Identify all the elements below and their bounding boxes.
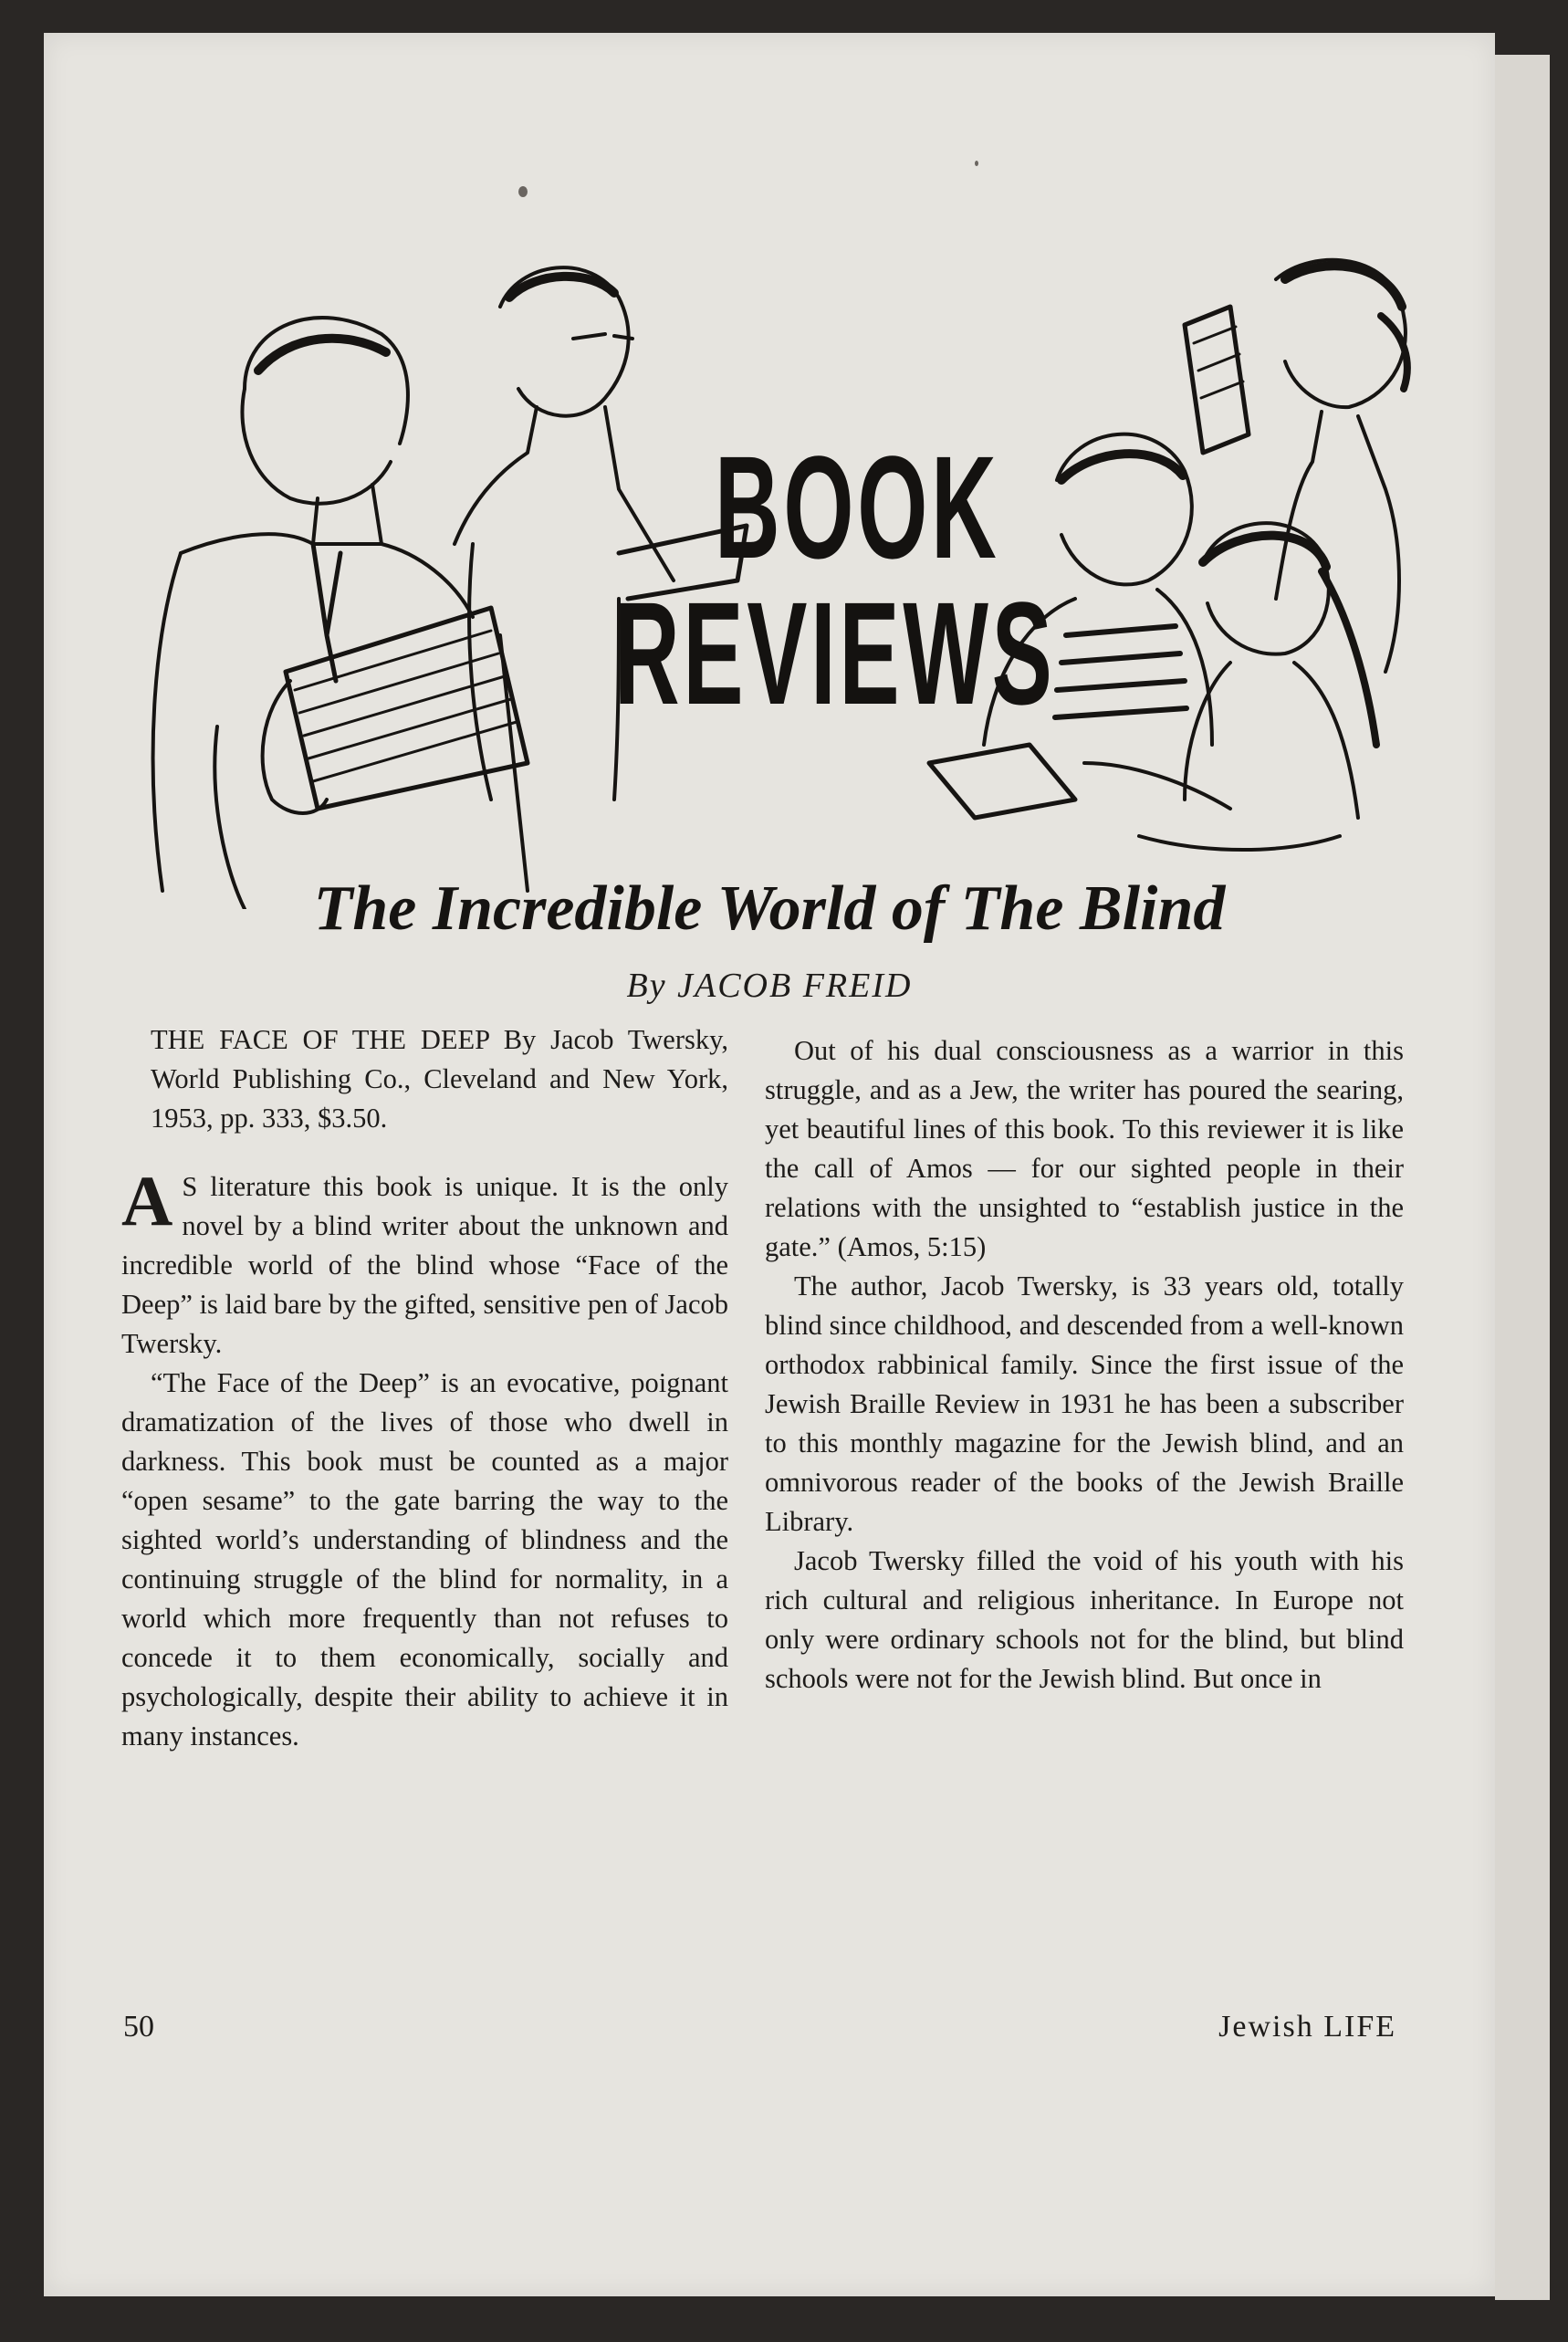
paper-speck: [975, 161, 978, 166]
page-number: 50: [123, 2010, 154, 2044]
paragraph-text: S literature this book is unique. It is the only novel by a blind writer about the unknown and incredible world of the blind whose “Face of the Deep” is laid bare by the gifted, sensitive pen of Jacob Twersky.: [121, 1171, 728, 1359]
paragraph: The author, Jacob Twersky, is 33 years old, totally blind since childhood, and descended from a well-known orthodox rabbinical family. Since the first issue of the Jewish Braille Review in 1931 he has been a subscriber to this monthly magazine for the Jewish blind, and an omnivorous reader of the books of the Jewish Braille Library.: [765, 1270, 1404, 1537]
paragraph: “The Face of the Deep” is an evocative, poignant dramatization of the lives of those who dwell in darkness. This book must be counted as a major “open sesame” to the gate barring the way to the sighted world’s understanding of blindness and the continuing struggle of the blind for normality, in a world which more frequently than not refuses to concede it to them economically, socially and psychologically, despite their ability to achieve it in many instances.: [121, 1367, 728, 1751]
article-title: The Incredible World of The Blind: [313, 873, 1226, 944]
paragraph: [121, 1161, 728, 1364]
header-word-reviews: REVIEWS: [614, 571, 1056, 735]
woman-reading-illustration: [1185, 260, 1407, 672]
drop-cap: A: [121, 1161, 173, 1240]
header-word-book: BOOK: [715, 425, 1000, 589]
article-byline: By JACOB FREID: [626, 967, 913, 1005]
right-column: [765, 1031, 1404, 1699]
adjacent-page-edge: [1495, 55, 1550, 2300]
magazine-page: [44, 33, 1495, 2296]
paragraph: Out of his dual consciousness as a warrior in this struggle, and as a Jew, the writer has poured the searing, yet beautiful lines of this book. To this reviewer it is like the call of Amos — for our sighted people in their relations with the unsighted to “establish justice in the gate.” (Amos, 5:15): [765, 1035, 1404, 1262]
paragraph: Jacob Twersky filled the void of his youth with his rich cultural and religious inheritance. In Europe not only were ordinary schools not for the blind, but blind schools were not for the Jewish blind. But once in: [765, 1545, 1404, 1694]
magazine-name: Jewish LIFE: [1218, 2010, 1396, 2044]
left-column: [121, 1020, 728, 1756]
paper-speck: [518, 186, 528, 197]
man-reading-illustration: [153, 318, 528, 909]
book-citation: THE FACE OF THE DEEP By Jacob Twersky, World Publishing Co., Cleveland and New York, 1953, pp. 333, $3.50.: [151, 1024, 728, 1134]
